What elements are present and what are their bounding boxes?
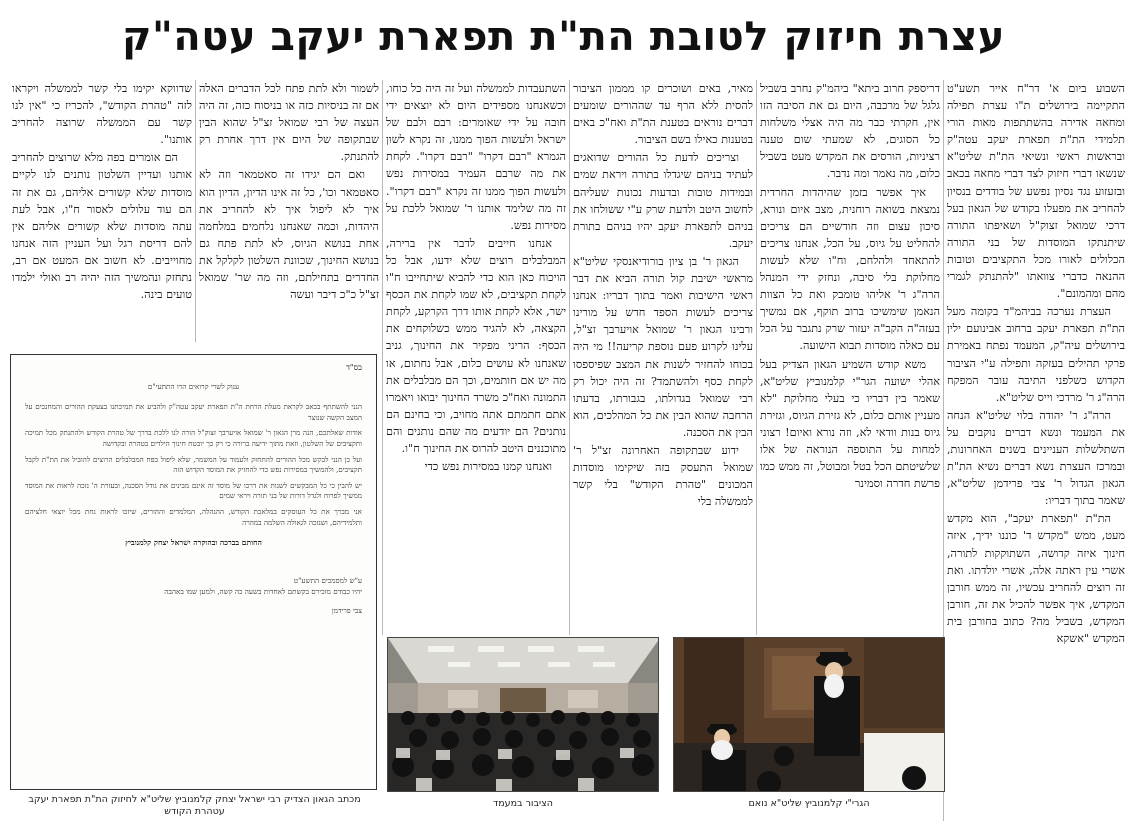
letter-footer-line: יהיו כבודם מזכירם בקשתם לאחדות בשעה כה קשה, ולמען שמו באהבה <box>164 586 362 596</box>
article-column-6 <box>12 80 192 342</box>
paragraph: דריספק חרוב ביתא" ביהמ"ק נחרב בשביל גלגל של מרכבה, היום גם את הסיבה הזו אין, חקרתי כבר מה היה אצלי משלחות כל הסוגים, לא שמעתי שום טענה רציניות, הורסים את המקדש מעט בשביל כלום, מה נאמר ומה נדבר. <box>760 82 940 181</box>
letter-corner-mark: בס"ד <box>346 363 362 372</box>
paragraph: הת"ת "תפארת יעקב", הוא מקדש מעט, ממש "מקדש ד' כוננו ידיך, איזה חינוך איזה קדושה, השתוקקות לתורה, אשרי עין ראתה אלה, אשרי יולדתו. ואת זה רוצים להחריב עכשיו, זה ממש חורבן המקדש, איך אפשר להכיל את זה, חורבן המקדש, בשביל מה? כתוב בחורבן בית המקדש "אשקא <box>947 512 1125 645</box>
letter-paragraph: יש להבין כי כל המבקשים לשנות את דרכו של מוסד זה אינם מבינים את גודל הסכנה, ובעזרת ה' נזכה לראות את המוסד ממשיך לפרוח ולגדל דורות של בני תורה ויראי שמים <box>25 480 362 501</box>
paragraph: שדווקא יקימו בלי קשר לממשלה ויקראו לזה "טהרת הקודש", להכריז כי "אין לנו קשר עם הממשלה שרוצה להחריב אותנו". <box>12 82 192 147</box>
letter-caption: מכתב הגאון הצדיק רבי ישראל יצחק קלמנוביץ שליט"א לחיזוק הת"ת תפארת יעקב עטהרת הקודש <box>28 794 361 817</box>
paragraph: מאיר, באים ושוכרים קו מממון הציבור להסית ללא הרף עד שההורים שומעים דברים נוראים בטענת הת"ת ואח"כ באים בטענות כאילו בשם הציבור. <box>573 82 753 147</box>
photo-audience <box>387 637 659 792</box>
paragraph: הרה"ג ר' יהודה בלוי שליט"א הנחה את המעמד ונשא דברים נוקבים על השתלשלות העניינים בשנים האחרונות, ובמרכז העצרת נשא דברים נשיא הת"ת הגאון הגדול ר' צבי פרידמן שליט"א, שאמר בתוך דבריו: <box>947 408 1125 508</box>
paragraph: אנחנו חייבים לדבר אין ברירה, המבלבלים רוצים שלא ידעו, אבל כל הויכוח כאן הוא כדי להביא שיתחייבו ח"ו לקחת תקציבים, לא שמו לקחת את הכסף ישר, אלא לקחת אותו דרך הקרקע, לקחת הקצאה, לא להגיד ממש כשלוקחים את הכסף: הריני מפקיר את החינוך, גניב שאנחנו לא עושים כלום, אבל נחתום, או מה יש אם חותמים, וכך הם מבלבלים את התמונה ואח"כ משרד החינוך יבואו ויאמרו אתם חתמתם אתה מחויב, וכי בחינם הם נותנים? הם יודעים מה שהם נותנים והם מתוכננים היטב להרוס את החינוך ח"ו. <box>386 236 566 455</box>
photo-speaker <box>673 637 945 792</box>
letter-footer-line: ע"ש למסמכים התשע"ט <box>293 575 362 585</box>
column-divider <box>382 80 383 635</box>
column-divider <box>756 80 757 635</box>
article-column-5 <box>199 80 379 342</box>
paragraph: השתעבדות לממשלה ועל זה היה כל כוחו, וכשאנחנו מספידים היום לא יוצאים ידי חובה על ידי שאומרים: רבם ולבם של ישראל ולעשות הפוך ממנו, זה נקרא לשון הגמרא "רבם דקרו" "רבם דקרו". לקחת את מה שרבם העמיד במסירות נפש ולעשות הפוך ממנו זה נקרא "רבם דקרו". זה מה שלימד אותנו ר' שמואל ללכת על מסירות נפש. <box>386 82 566 232</box>
paragraph: ואנחנו קמנו במסירות נפש כדי <box>424 460 552 474</box>
paragraph: וצריכים לדעת כל ההורים שדואגים לעתיד בניהם שיגדלו בתורה ויראת שמים ובמידות טובות ובדעות נכונות שעליהם לחשוב היטב ולדעת שרק ע"י ששולחו את בניהם לתפארת יעקב יהיו בניהם בתורת יעקב. <box>573 151 753 250</box>
paragraph: איך אפשר בזמן שהיהדות החרדית נמצאת בשואה רוחנית, מצב איום ונורא, סיכון עצום וזה חודשיים הם צריכים להחליט על גיוס, על הכל, אנחנו צריכים להתאחד ולהלחם, וח"ו שלא לעשות מחלוקת בלי סיבה, ונחזק ידי המנהל הרה"ג ר' אליהו טומבק ואת כל הצוות הנאמן שימשיכו ברוב תוקף, אם נמשיך בעזה"ה הקב"ה יעזור שרק נתגבר על הכל עם כאלה מוסדות תבוא הישועה. <box>760 185 940 353</box>
letter-paragraph: הנני להשתתף בכאב לקראת מעלת הרחת ה"ת תפארת יעקב עטה"ק ולהביע את תמיכתנו בצעקת ההורים והמחנכים על המצב הקשה שנוצר <box>25 402 362 422</box>
paragraph: לשמור ולא לתת פתח לכל הדברים האלה אם זה בניסיות כזה או בניסוח כזה, זה היה העצה של רבי שמואל זצ"ל שהוא הבין שבתקופה של היום אין דרך אחרת רק להתנתק. <box>199 82 379 164</box>
paragraph: ואם הם יגידו זה סאטמאר וזה לא סאטמאר וכו', כל זה אינו הדיון, הדיון הוא איך לא ליפול איך לא להחריב את היהדות, וכמה שאנחנו נלחמים במלחמה אחת בנושא הגיוס, לא לתת פתח גם בנושא החינוך, שכוונת השלטון לקלקל את החדרים בתחילתם, וזה מה שר' שמואל זצ"ל כ"כ דיבר ועשה <box>199 168 379 302</box>
paragraph: ידוע שבתקופה האחרונה זצ"ל ר' שמואל התעסק בזה שיקימו מוסדות המכונים "טהרת הקודש" בלי קשר לממשלה בלי <box>573 443 753 509</box>
article-column-2 <box>760 80 940 635</box>
article-column-1 <box>947 80 1125 821</box>
letter-paragraph: אני מברך את כל העוסקים במלאכת הקודש, ההנהלה, המלמדים וההורים, שיזכו לראות נחת מכל יוצאי חלציהם ותלמידיהם, ושנזכה לגאולה השלמה במהרה <box>25 506 362 527</box>
letter-signature: החותם בברכה ובהוקרה ישראל יצחק קלמנוביץ <box>125 538 262 548</box>
letter-paragraph: אודות שאלתכם, הנה מרן הגאון ר' שמואל אויערבך זצוק"ל הורה לנו ללכת בדרך של טהרת הקודש ולהתנתק מכל תמיכה ותקציבים של השלטון, וזאת מתוך ידיעה ברורה כי רק כך יובטח חינוך הילדים בטהרה ובקדושה <box>25 428 362 448</box>
speaker-illustration <box>674 638 945 792</box>
letter-paragraph: ועל כן הנני לבקש מכל ההורים להתחזק ולעמוד על המשמר, שלא ליפול בפח המבלבלים הרוצים להוביל את הת"ת לקבל תקציבים, ולהמשיך במסירות נפש כדי להחזיק את המוסד הקדוש הזה <box>25 454 362 475</box>
audience-hall-illustration <box>388 638 659 792</box>
letter-image <box>10 354 377 790</box>
headline: עצרת חיזוק לטובת הת"ת תפארת יעקב עטה"ק <box>122 14 1005 60</box>
paragraph: הם אומרים בפה מלא שרוצים להחריב אותנו ועדיין השלטון נותנים לנו לקיים מוסדות שלא קשורים אליהם, גם את זה הם עוד עלולים לאסור ח"ו, אבל לעת עתה מוסדות שלא קשורים אליהם אין להם דריסת רגל ועל העניין הזה אנחנו מחוייבים. לא חשוב אם המעט אם רב, נתחזק ונהמשיך הזה יהיה רב ואולי ילמדו טועים בינה. <box>12 151 192 302</box>
photo-caption-audience: הציבור במעמד <box>493 798 553 809</box>
paragraph: משא קודש השמיע הגאון הצדיק בעל אהלי ישועה הגר"י קלמנוביץ שליט"א, שאמר בין דבריו כי בעלי מחלוקת "לא מעניין אותם כלום, לא גזירת הגיוס, וגזירת גיוס בנות וודאי לא, וזה נורא ואיום! רצוני למחות על התוספה הנוראה של אלו שלשיטתם הכל בטל ומבוטל, זה ממש כמו פרשת חדרה וסמינר <box>760 357 940 491</box>
letter-footer-line: צבי פרידמן <box>331 605 362 615</box>
article-column-4 <box>386 80 566 615</box>
article-column-3 <box>573 80 753 635</box>
letter-footer <box>25 575 362 616</box>
column-divider <box>569 80 570 635</box>
paragraph: השבוע ביום א' דר"ח אייר תשע"ט התקיימה בירושלים ת"ו עצרת תפילה ומחאה אדירה בהשתתפות מאות הורי תלמידי הת"ת תפארת יעקב עטה"ק ובראשות ראשי ונשיאי הת"ת שליט"א שנשאו דברי חיזוק לצד דברי מחאה בכאב ובזעזוע נגד נסיון נפשע של בודדים בנסיון להחריב את מפעלו בקודש של הגאון בעל דרכי שמואל זצוק"ל ושאיפתו התורה שיתנתקו המוסדות של בני התורה הכלולים לאורו מכל התקציבים וטובות ההנאה כדברי צוואתו "להתנתק לגמרי מהם ומהמונם". <box>947 82 1125 301</box>
letter-heading: ענוק לשרי קרואים הרו התתעי"ם <box>147 381 240 391</box>
paragraph: הגאון ר' בן ציון בורודיאנסקי שליט"א מראשי ישיבת קול תורה הביא את דבר ראשי הישיבות ואמר בתוך דבריו: אנחנו צריכים לעשות הספד חדש על מורינו ורבינו הגאון ר' שמואל אויערבך זצ"ל, עלינו לקרוע פעם נוספת קריעה!! מי היה בכוחו להחזיר לשנות את המצב שפיספסו לקחת כסף ולהשתמד? זה היה יכול רק רבי שמואל בגדולתו, בגבורתו, בדעתו הרחבה שהוא הבין את כל המהלכים, הוא הבין את הסכנה. <box>573 254 753 439</box>
photo-caption-speaker: הגרי"י קלמנוביץ שליט"א נואם <box>748 798 870 809</box>
column-divider <box>195 80 196 342</box>
paragraph: העצרת נערכה בביהמ"ד בקומה מעל הת"ת תפארת יעקב ברחוב אבינועם ילין בירושלים עיה"ק, המעמד נפתח באמירת פרקי תהילים בעזקה ותפילה ע"י הציבור הקדוש כשלפני התיבה עובר המפקח הרה"ג ר' מרדכי וייס שליט"א. <box>947 305 1125 404</box>
